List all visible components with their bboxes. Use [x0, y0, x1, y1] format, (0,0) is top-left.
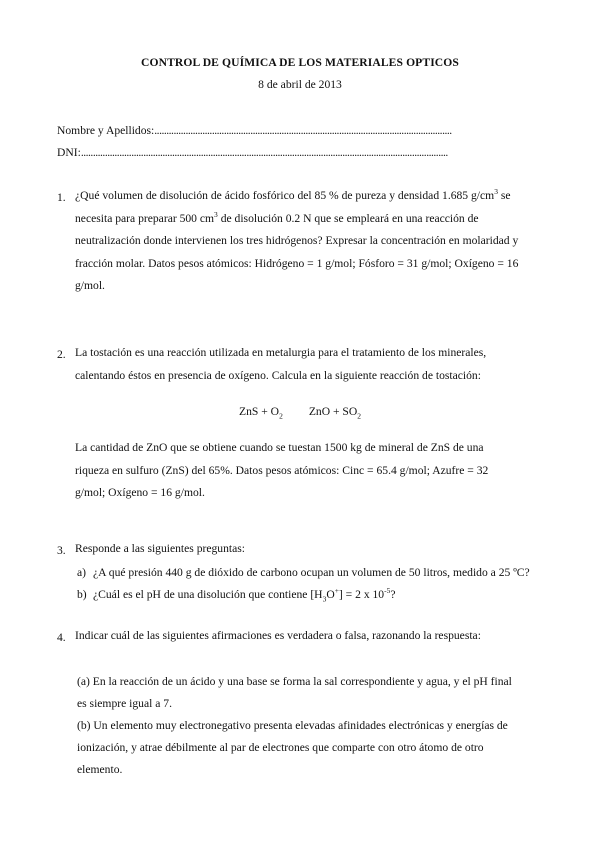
question-3a: a) ¿A qué presión 440 g de dióxido de carbono ocupan un volumen de 50 litros, medido a 25 ºC? — [77, 566, 530, 579]
q1-line-3: neutralización donde intervienen los tres hidrógenos? Expresar la concentración en molaridad y — [75, 234, 519, 247]
question-4-number: 4. — [57, 631, 66, 644]
q1-line-4: fracción molar. Datos pesos atómicos: Hidrógeno = 1 g/mol; Fósforo = 31 g/mol; Oxígeno = 16 — [75, 256, 519, 270]
statement-b-line-2: ionización, y atrae débilmente al par de electrones que comparte con otro átomo de otro — [77, 741, 484, 754]
q2-line-1: La tostación es una reacción utilizada en metalurgia para el tratamiento de los minerales, — [75, 346, 487, 359]
question-1-number: 1. — [57, 191, 66, 204]
name-dots: ............................................................................................................................ — [154, 124, 452, 137]
dni-dots: ....................................................................................................................................................... — [80, 146, 443, 159]
question-1-text — [75, 185, 542, 298]
q2-para-3: g/mol; Oxígeno = 16 g/mol. — [75, 486, 205, 499]
question-2-number: 2. — [57, 348, 66, 361]
question-3b: b) ¿Cuál es el pH de una disolución que contiene $[H_3O^+] = 2$ x $10^{-5}$? — [77, 586, 396, 604]
question-3-number: 3. — [57, 544, 66, 557]
document-date: 8 de abril de 2013 — [258, 78, 342, 91]
name-field[interactable] — [57, 124, 452, 137]
statement-a-line-1: (a) En la reacción de un ácido y una base se forma la sal correspondiente y agua, y el pH final — [77, 675, 512, 688]
question-2-text — [75, 437, 542, 505]
statement-b-line-3: elemento. — [77, 763, 123, 776]
chemical-equation: ZnS + $O_2$ ZnO + $SO_2$ — [239, 405, 361, 421]
name-label: Nombre y Apellidos: — [57, 124, 155, 137]
dni-label: DNI: — [57, 146, 81, 159]
q1-line-2: necesita para preparar 500 $cm^3$ de disolución 0.2 N que se empleará en una reacción de — [75, 209, 479, 225]
document-title: CONTROL DE QUÍMICA DE LOS MATERIALES OPTICOS — [141, 56, 459, 69]
q2-para-1: La cantidad de ZnO que se obtiene cuando se tuestan 1500 kg de mineral de ZnS de una — [75, 441, 484, 454]
q2-para-2: riqueza en sulfuro (ZnS) del 65%. Datos pesos atómicos: Cinc = 65.4 g/mol; Azufre = 32 — [75, 463, 489, 477]
q1-line-1: ¿Qué volumen de disolución de ácido fosfórico del 85 % de pureza y densidad 1.685 $g/cm^3$ se — [75, 187, 511, 202]
statement-a-line-2: es siempre igual a 7. — [77, 697, 172, 710]
statement-b — [77, 715, 537, 781]
dni-dots-tail: .. — [443, 146, 448, 159]
statement-a — [77, 671, 537, 715]
question-4-intro: Indicar cuál de las siguientes afirmaciones es verdadera o falsa, razonando la respuesta: — [75, 629, 481, 642]
question-3-intro: Responde a las siguientes preguntas: — [75, 542, 246, 555]
dni-field[interactable] — [57, 146, 448, 159]
q1-line-5: g/mol. — [75, 279, 105, 292]
question-2-intro — [75, 342, 542, 387]
q2-line-2: calentando éstos en presencia de oxígeno. Calcula en la siguiente reacción de tostación: — [75, 368, 481, 382]
statement-b-line-1: (b) Un elemento muy electronegativo presenta elevadas afinidades electrónicas y energías de — [77, 719, 508, 732]
